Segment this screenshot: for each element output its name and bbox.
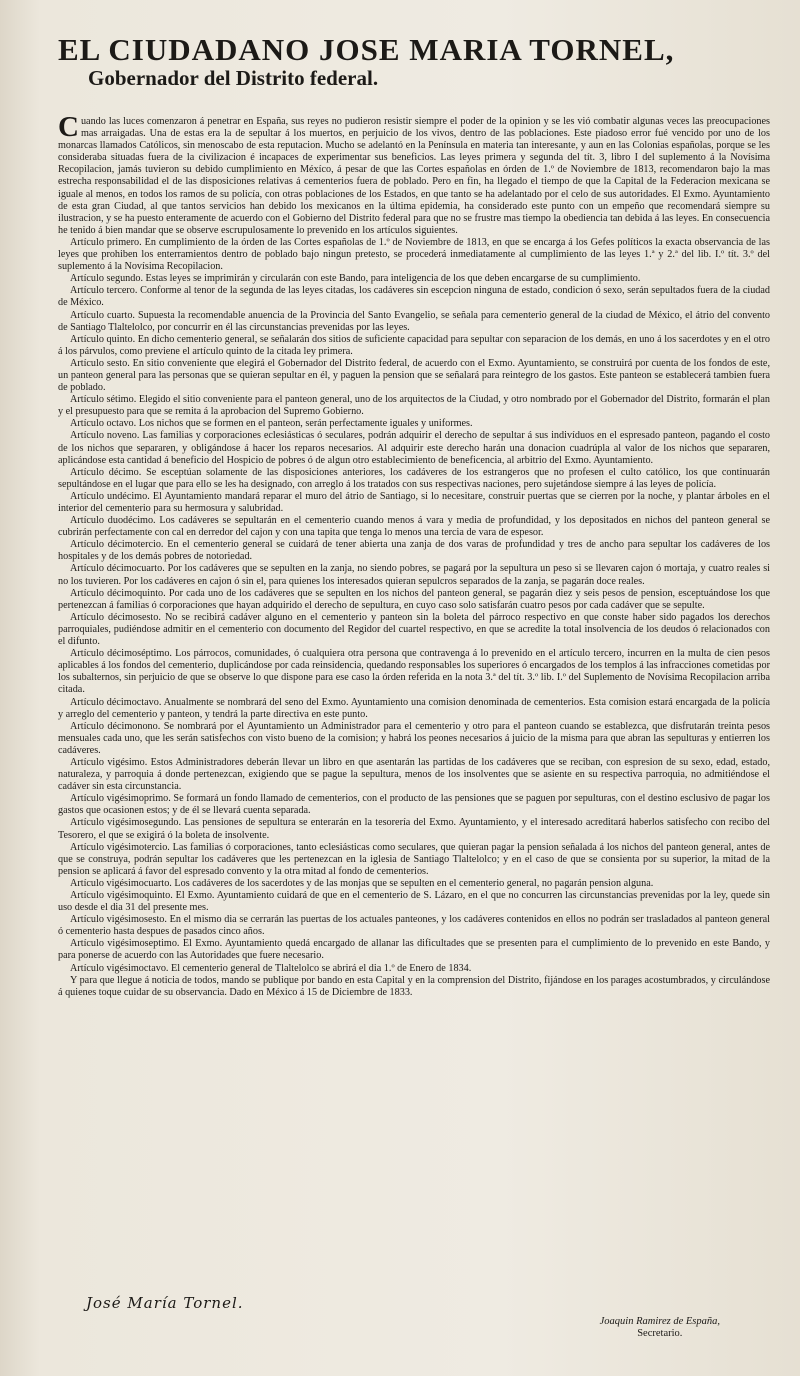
article-paragraph: Artículo décimo. Se esceptúan solamente de las disposiciones anteriores, los cadáveres de los estrangeros que no profesen el culto católico, los que continuarán sepultándose en el lugar que para ello se les ha designado, con arreglo á los tratados con sus respectivas naciones, pero sujetándose siempre á las leyes de policía.	[58, 466, 770, 490]
article-paragraph: Artículo vigésimoprimo. Se formará un fondo llamado de cementerios, con el producto de las pensiones que se paguen por sepulturas, con el destino esclusivo de pagar los gastos que ocasionen estos; y de él se llevará cuenta separada.	[58, 793, 770, 817]
article-paragraph: Artículo sesto. En sitio conveniente que elegirá el Gobernador del Distrito federal, de acuerdo con el Exmo. Ayuntamiento, se construirá por cuenta de los fondos de este, un panteon general para las personas que se quieran sepultar en él, y paguen la pension que se señalará para reintegro de los gastos. Este panteon se establecerá tambien fuera de poblado.	[58, 357, 770, 394]
article-paragraph: Artículo décimonono. Se nombrará por el Ayuntamiento un Administrador para el cementerio y otro para el panteon cuando se establezca, que disfrutarán treinta pesos mensuales cada uno, que les serán satisfechos con visto bueno de la comision; y habrá los peones necesarios á juicio de la misma para que abran las sepulturas y entierren los cadáveres.	[58, 720, 770, 756]
intro-text: uando las luces comenzaron á penetrar en España, sus reyes no pudieron resistir siempre el poder de la opinion y se les vió combatir algunas veces las preocupaciones mas arraigadas. Una de estas era la de sepultar á los muertos, en perjuicio de los vivos, dentro de las poblaciones. Este piadoso error fué vencido por uno de los monarcas llamados Católicos, sin menoscabo de esta reputacion. Mucho se adelantó en la Península en materia tan interesante, y aun en las Colonias españolas, porque se les consideraba situadas fuera de la civilizacion é incapaces de experimentar sus beneficios. Las leyes primera y segunda del tít. 3, libro I del suplemento á la Novísima Recopilacion, jamás tuvieron su debido cumplimiento en Méxíco, á pesar de que las Cortes españolas en órden de 1.º de Noviembre de 1813, recomendaron bajo la mas estrecha responsabilidad el de las disposiciones relativas á cementerios fuera de poblado. Pero en fin, ha llegado el tiempo de que la Capital de la Federacion mexicana se iguale al menos, en todos los ramos de su policía, con otras poblaciones de los Estados, en que tanto se ha adelantado por el celo de sus autoridades. El Exmo. Ayuntamiento de esta gran Ciudad, al que tantos servicios han debido los mexicanos en la última epidemia, ha considerado este punto con un empeño que recomendará siempre su ilustracion, y se ha puesto enteramente de acuerdo con el Gobierno del Distrito federal para que no se frustre mas tiempo la obediencia tan debida á las leyes. En consecuencia he tenido á bien mandar que se observe escrupulosamente lo prevenido en los artículos siguientes.	[58, 116, 770, 236]
article-paragraph: Artículo cuarto. Supuesta la recomendable anuencia de la Provincia del Santo Evangelio, se señala para cementerio general de la ciudad de México, el átrio del convento de Santiago Tlaltelolco, por concurrir en él las circunstancias prevenidas por las leyes.	[58, 309, 770, 333]
article-paragraph: Artículo décimocuarto. Por los cadáveres que se sepulten en la zanja, no siendo pobres, se pagará por la sepultura un peso si se llevaren cajon ó mortaja, y cuatro reales si no los tuvieren. Por los cadáveres en cajon ó sin el, para quienes los interesados quieran sepulcros separados de la zanja, se pagarán doce reales.	[58, 563, 770, 587]
article-paragraph: Artículo décimoséptimo. Los párrocos, comunidades, ó cualquiera otra persona que contravenga á lo prevenido en el artículo tercero, incurren en la multa de cien pesos aplicables á los fondos del cementerio, duplicándose por cada reinsidencia, quedando responsables los superiores ó encargados de los templos á las infracciones cometidas por los subalternos, sin perjuicio de que se observe lo que dispone para ese caso la órden referida en la nota 3.ª del tít. 3.º lib. I.º del Suplemento de Novísima Recopilacion arriba citada.	[58, 648, 770, 696]
article-paragraph: Artículo décimotercio. En el cementerio general se cuidará de tener abierta una zanja de dos varas de profundidad y tres de ancho para sepultar los cadáveres de los hospitales y de los demás pobres de notoriedad.	[58, 539, 770, 563]
article-paragraph: Artículo vigésimosegundo. Las pensiones de sepultura se enterarán en la tesorería del Exmo. Ayuntamiento, y el interesado acreditará haberlos satisfecho con recibo del Tesorero, el que se exigirá ó la boleta de insolvente.	[58, 817, 770, 841]
article-paragraph: Artículo décimoctavo. Anualmente se nombrará del seno del Exmo. Ayuntamiento una comision denominada de cementerios. Esta comision estará encargada de la policía y arreglo del cementerio y panteon, y tendrá la parte directiva en este punto.	[58, 696, 770, 720]
article-paragraph: Artículo primero. En cumplimiento de la órden de las Cortes españolas de 1.º de Noviembre de 1813, en que se encarga á los Gefes políticos la exacta observancia de las leyes que prohiben los enterramientos dentro de poblado bajo ningun pretesto, se procederá inmediatamente al cumplimiento de las leyes 1.ª y 2.ª del lib. I.º tít. 3.º del suplemento á la Novísima Recopilacion.	[58, 236, 770, 273]
article-paragraph: Artículo vigésimoseptimo. El Exmo. Ayuntamiento quedá encargado de allanar las dificultades que se presenten para el cumplimiento de lo prevenido en este Bando, y para ponerse de acuerdo con las Autoridades que fuere necesario.	[58, 938, 770, 962]
governor-signature: José María Tornel.	[86, 1294, 244, 1312]
article-paragraph: Artículo décimosesto. No se recibirá cadáver alguno en el cementerio y panteon sin la boleta del párroco respectivo en que conste haber sido pagados los derechos parroquiales, pudiéndose admitir en el cementerio con documento del Regidor del cuartel respectivo, en que se acredite la total insolvencia de los deudos ó relacionados con el difunto.	[58, 611, 770, 648]
article-paragraph: Artículo quinto. En dicho cementerio general, se señalarán dos sitios de suficiente capacidad para sepultar con separacion de los demás, en uno á los sacerdotes y en el otro á los párvulos, como previene el artículo quinto de la citada ley primera.	[58, 333, 770, 357]
article-paragraph: Artículo noveno. Las familias y corporaciones eclesiásticas ó seculares, podrán adquirir el derecho de sepultar á sus indivíduos en el espresado panteon, pagando el costo de los nichos que separaren, y obligándose á hacer los reparos necesarios. Al adquirir este derecho harán una donacion cuadrúpla al valor de los nichos que separaren, aplicándose esta cantidad á beneficio del Hospicio de pobres ó de algun otro establecimiento de beneficencia, al arbitrio del Exmo. Ayuntamiento.	[58, 430, 770, 466]
intro-paragraph	[58, 111, 770, 237]
secretary-title: Secretario.	[637, 1328, 683, 1339]
decree-title: EL CIUDADANO JOSE MARIA TORNEL,	[58, 32, 675, 67]
closing-paragraph: Y para que llegue á noticia de todos, mando se publique por bando en esta Capital y en la comprension del Distrito, fijándose en los parages acostumbrados, y circulándose á quienes toque cuidar de su observancia. Dado en México á 15 de Diciembre de 1833.	[58, 974, 770, 998]
article-paragraph: Artículo vigésimoctavo. El cementerio general de Tlaltelolco se abrirá el dia 1.º de Enero de 1834.	[70, 962, 472, 974]
decree-subtitle: Gobernador del Distrito federal.	[88, 66, 379, 90]
article-paragraph: Artículo vigésimo. Estos Administradores deberán llevar un libro en que asentarán las partidas de los cadáveres que se reciban, con espresion de su sexo, edad, estado, naturaleza, y parroquia á donde pertenezcan, exigiendo que se pague la sepultura, menos de los insolventes que se asiente en su respectiva parroquia, no admitiéndose el cadáver sin esta circunstancia.	[58, 756, 770, 793]
article-paragraph: Artículo vigésimocuarto. Los cadáveres de los sacerdotes y de las monjas que se sepulten en el cementerio general, no pagarán pension alguna.	[70, 877, 654, 889]
article-paragraph: Artículo vigésimoquinto. El Exmo. Ayuntamiento cuidará de que en el cementerio de S. Lázaro, en el que no concurren las circunstancias prevenidas por la ley, quede sin uso desde el dia 31 del presente mes.	[58, 890, 770, 914]
decree-body	[58, 111, 770, 999]
article-paragraph: Artículo vigésimosesto. En el mismo dia se cerrarán las puertas de los actuales panteones, y los cadáveres contenidos en ellos no podrán ser trasladados al panteon general ó cementerio hasta despues de pasados cinco años.	[58, 914, 770, 938]
article-paragraph: Artículo vigésimotercio. Las familias ó corporaciones, tanto eclesiásticas como seculares, que quieran pagar la pension señalada á los nichos del panteon general, antes de que se construya, podrán sepultar los cadáveres que les pertenezcan en la iglesia de Santiago Tlaltelolco; y en el caso de que se consienta por su superior, la mitad de la pension se aplicará á favor del espresado convento y la otra mitad al fondo de cementerios.	[58, 841, 770, 877]
secretary-name: Joaquin Ramirez de España,	[599, 1316, 720, 1327]
article-paragraph: Artículo tercero. Conforme al tenor de la segunda de las leyes citadas, los cadáveres sin escepcion ninguna de estado, condicion ó sexo, serán sepultados fuera de la ciudad de México.	[58, 285, 770, 309]
article-paragraph: Artículo duodécimo. Los cadáveres se sepultarán en el cementerio cuando menos á vara y media de profundidad, y los depositados en nichos del panteon general se cubrirán perfectamente con cal en derredor del cajon y con una tapita que tenga lo menos una tercia de vara de espesor.	[58, 515, 770, 539]
article-paragraph: Artículo sétimo. Elegido el sitio conveniente para el panteon general, uno de los arquitectos de la Ciudad, y otro nombrado por el Gobernador del Distrito, formarán el plan y el presupuesto para que se remita á la aprobacion del Supremo Gobierno.	[58, 394, 770, 418]
signature-block	[58, 1290, 760, 1350]
article-paragraph: Artículo octavo. Los nichos que se formen en el panteon, serán perfectamente iguales y uniformes.	[70, 418, 473, 430]
article-paragraph: Artículo décimoquinto. Por cada uno de los cadáveres que se sepulten en los nichos del panteon general, se pagarán diez y seis pesos de pension, esceptuándose los que pertenezcan á familias ó corporaciones que hayan adquirido el derecho de sepultura, en cuyo caso solo satisfarán cuatro pesos por cada cadáver que se sepulte.	[58, 587, 770, 611]
article-paragraph: Artículo segundo. Estas leyes se imprimirán y circularán con este Bando, para inteligencia de los que deben encargarse de su cumplimiento.	[70, 273, 641, 285]
article-paragraph: Artículo undécimo. El Ayuntamiento mandará reparar el muro del átrio de Santiago, si lo necesitare, construir puertas que se cierren por la noche, y plantar árboles en el interior del cementerio para su hermosura y salubridad.	[58, 490, 770, 514]
secretary-signature	[600, 1316, 720, 1340]
drop-cap: C	[58, 111, 79, 143]
